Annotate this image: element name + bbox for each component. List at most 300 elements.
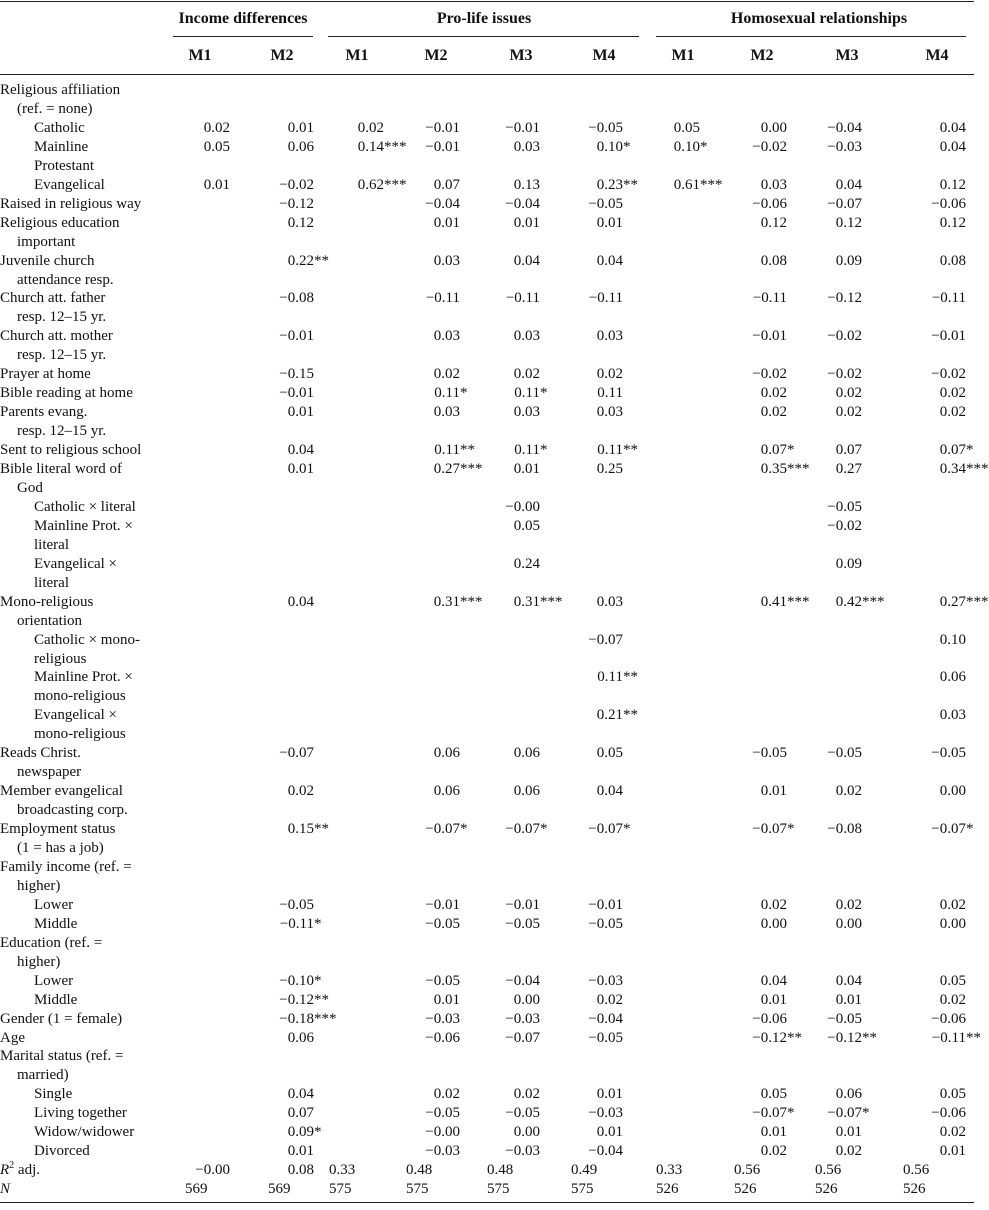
table-cell: 0.12 <box>287 214 314 231</box>
row-label: Bible reading at home <box>0 385 133 402</box>
row-label: married) <box>17 1067 69 1084</box>
table-cell: 0.08 <box>939 252 966 269</box>
r2-superscript: 2 <box>9 1160 15 1172</box>
row-label: Catholic × mono- <box>34 631 140 648</box>
table-cell: −0.01 <box>425 138 460 155</box>
table-cell: −0.02 <box>752 366 787 383</box>
row-label: Church att. father <box>0 290 106 307</box>
model-header: M4 <box>925 47 949 64</box>
table-cell: −0.05 <box>588 195 623 212</box>
table-cell: −0.07 <box>827 195 862 212</box>
table-cell: 0.03 <box>433 404 460 421</box>
table-cell: 0.13 <box>513 176 540 193</box>
row-label: resp. 12–15 yr. <box>17 347 107 364</box>
table-cell: −0.04 <box>827 119 862 136</box>
table-cell: 0.02 <box>835 896 862 913</box>
n-value: 575 <box>329 1181 352 1198</box>
table-cell: 0.02 <box>835 404 862 421</box>
table-cell: 0.01 <box>596 1124 623 1141</box>
table-cell: 0.61*** <box>673 176 723 193</box>
table-cell: 0.02 <box>513 366 540 383</box>
row-label: Prayer at home <box>0 366 91 383</box>
table-cell: −0.02 <box>827 517 862 534</box>
r2-suffix: adj. <box>14 1162 40 1179</box>
table-cell: −0.01 <box>279 328 314 345</box>
table-cell: 0.06 <box>433 745 460 762</box>
table-cell: 0.02 <box>287 783 314 800</box>
table-cell: 0.03 <box>513 328 540 345</box>
model-header: M4 <box>592 47 616 64</box>
row-label: Evangelical × <box>34 555 118 572</box>
table-cell: 0.12 <box>760 214 787 231</box>
table-cell: −0.02 <box>752 138 787 155</box>
n-value: 526 <box>815 1181 838 1198</box>
table-cell: −0.05 <box>505 915 540 932</box>
table-cell: 0.41*** <box>760 593 810 610</box>
table-cell: −0.01 <box>505 896 540 913</box>
row-label: Widow/widower <box>34 1124 135 1141</box>
row-label: (1 = has a job) <box>17 840 104 856</box>
table-cell: 0.02 <box>596 991 623 1008</box>
row-label: Catholic × literal <box>34 498 136 515</box>
table-cell: 0.27*** <box>939 593 989 610</box>
r2-value: 0.48 <box>487 1162 514 1179</box>
table-cell: 0.00 <box>835 915 862 932</box>
table-cell: 0.01 <box>287 404 314 421</box>
table-cell: 0.01 <box>433 214 460 231</box>
row-label: Family income (ref. = <box>0 858 132 875</box>
table-cell: 0.14*** <box>357 138 407 155</box>
table-cell: 0.12 <box>939 176 966 193</box>
table-cell: 0.05 <box>939 1086 966 1103</box>
r2-value: 0.48 <box>406 1162 433 1179</box>
table-cell: −0.01 <box>505 119 540 136</box>
top-rule <box>0 1 974 2</box>
table-cell: 0.24 <box>513 555 540 572</box>
table-cell: 0.34*** <box>939 461 989 477</box>
row-label: Employment status <box>0 821 116 838</box>
row-label: broadcasting corp. <box>17 802 128 819</box>
row-label: Mainline Prot. × <box>34 669 133 686</box>
model-header: M1 <box>188 47 212 64</box>
table-cell: −0.11 <box>752 290 787 307</box>
table-cell: 0.04 <box>760 972 787 989</box>
table-cell: −0.07* <box>505 821 548 838</box>
row-label: religious <box>34 650 87 667</box>
table-cell: −0.07 <box>279 745 314 762</box>
row-label: Mainline Prot. × <box>34 517 133 534</box>
row-label: Religious affiliation <box>0 82 121 98</box>
model-header: M1 <box>345 47 369 64</box>
table-cell: 0.07 <box>287 1105 314 1122</box>
row-label: Protestant <box>34 157 94 174</box>
table-cell: −0.03 <box>588 1105 623 1122</box>
n-value: 526 <box>903 1181 926 1198</box>
table-cell: 0.03 <box>596 328 623 345</box>
table-cell: 0.04 <box>287 442 314 459</box>
table-cell: 0.42*** <box>835 593 885 610</box>
table-cell: 0.06 <box>287 1029 314 1046</box>
table-cell: 0.01 <box>203 176 230 193</box>
header-rule <box>0 74 974 75</box>
table-cell: −0.04 <box>425 195 460 212</box>
table-cell: 0.00 <box>760 119 787 136</box>
table-cell: 0.07* <box>939 442 974 459</box>
table-cell: −0.05 <box>931 745 966 762</box>
table-cell: 0.02 <box>433 1086 460 1103</box>
table-cell: 0.27*** <box>433 461 483 477</box>
row-label: Living together <box>34 1105 127 1122</box>
table-cell: 0.01 <box>513 214 540 231</box>
table-cell: −0.01 <box>752 328 787 345</box>
row-label: Middle <box>34 915 78 932</box>
row-label: mono-religious <box>34 726 126 743</box>
table-cell: 0.01 <box>596 1086 623 1103</box>
table-cell: 0.06 <box>835 1086 862 1103</box>
row-label: resp. 12–15 yr. <box>17 423 107 440</box>
row-label: resp. 12–15 yr. <box>17 309 107 326</box>
table-cell: −0.07* <box>752 821 795 838</box>
table-cell: −0.02 <box>931 366 966 383</box>
table-cell: −0.02 <box>279 176 314 193</box>
row-label: Evangelical × <box>34 707 118 724</box>
table-cell: 0.04 <box>513 252 540 269</box>
table-cell: −0.11 <box>425 290 460 307</box>
r2-value: 0.56 <box>815 1162 842 1179</box>
n-value: 526 <box>734 1181 757 1198</box>
row-label: Mono-religious <box>0 593 94 610</box>
table-cell: −0.05 <box>505 1105 540 1122</box>
row-label: Marital status (ref. = <box>0 1048 124 1065</box>
table-cell: −0.12** <box>752 1029 802 1046</box>
table-cell: 0.03 <box>433 252 460 269</box>
table-cell: 0.01 <box>835 1124 862 1141</box>
table-cell: −0.18*** <box>279 1010 337 1027</box>
table-cell: 0.10* <box>596 138 631 155</box>
table-cell: −0.01 <box>425 119 460 136</box>
table-cell: −0.07 <box>505 1029 540 1046</box>
table-cell: 0.08 <box>760 252 787 269</box>
table-cell: 0.02 <box>760 404 787 421</box>
row-label: Lower <box>34 972 74 989</box>
row-label: higher) <box>17 953 61 970</box>
table-cell: −0.12 <box>827 290 862 307</box>
table-cell: 0.12 <box>835 214 862 231</box>
r2-symbol: R <box>0 1162 10 1179</box>
bottom-rule <box>0 1202 974 1203</box>
table-cell: −0.04 <box>505 972 540 989</box>
table-cell: −0.06 <box>931 195 966 212</box>
table-cell: −0.05 <box>827 1010 862 1027</box>
table-cell: 0.06 <box>939 669 966 686</box>
table-cell: −0.00 <box>505 498 540 515</box>
model-header: M3 <box>509 47 533 64</box>
table-cell: −0.05 <box>827 498 862 515</box>
table-cell: 0.00 <box>939 783 966 800</box>
r2-value: 0.08 <box>287 1162 314 1179</box>
table-cell: 0.02 <box>835 385 862 402</box>
table-cell: 0.02 <box>357 119 384 136</box>
row-label: higher) <box>17 877 61 894</box>
table-cell: 0.11* <box>434 385 468 402</box>
row-label: Sent to religious school <box>0 442 142 459</box>
n-value: 575 <box>487 1181 510 1198</box>
table-cell: 0.00 <box>760 915 787 932</box>
table-cell: −0.11 <box>505 290 540 307</box>
table-cell: 0.07 <box>835 442 862 459</box>
table-cell: −0.02 <box>827 328 862 345</box>
n-value: 569 <box>268 1181 291 1198</box>
row-label: Middle <box>34 991 78 1008</box>
table-cell: −0.06 <box>425 1029 460 1046</box>
table-cell: 0.04 <box>596 252 623 269</box>
table-cell: −0.03 <box>827 138 862 155</box>
row-label: Age <box>0 1029 25 1046</box>
table-cell: 0.05 <box>760 1086 787 1103</box>
table-cell: −0.10* <box>279 972 322 989</box>
table-cell: 0.11** <box>597 669 638 686</box>
table-cell: −0.15 <box>279 366 314 383</box>
row-label: newspaper <box>17 764 82 781</box>
table-cell: 0.07* <box>760 442 795 459</box>
table-cell: 0.06 <box>513 745 540 762</box>
table-cell: 0.01 <box>596 214 623 231</box>
row-label: Parents evang. <box>0 404 88 421</box>
table-cell: 0.04 <box>287 1086 314 1103</box>
table-cell: 0.11* <box>514 442 548 459</box>
row-label: Member evangelical <box>0 783 123 800</box>
table-cell: −0.07* <box>588 821 631 838</box>
table-cell: −0.05 <box>279 896 314 913</box>
table-cell: 0.03 <box>596 593 623 610</box>
r2-value: 0.33 <box>656 1162 683 1179</box>
row-label: Reads Christ. <box>0 745 81 762</box>
table-cell: 0.10* <box>673 138 708 155</box>
table-cell: 0.05 <box>673 119 700 136</box>
table-cell: 0.03 <box>513 404 540 421</box>
table-cell: 0.01 <box>760 991 787 1008</box>
table-cell: 0.02 <box>939 1124 966 1141</box>
table-cell: 0.02 <box>433 366 460 383</box>
n-value: 569 <box>185 1181 208 1198</box>
table-cell: 0.04 <box>596 783 623 800</box>
table-cell: −0.11 <box>588 290 623 307</box>
table-cell: −0.12** <box>827 1029 877 1046</box>
table-cell: 0.01 <box>287 461 314 477</box>
table-cell: 0.04 <box>939 138 966 155</box>
table-cell: 0.06 <box>433 783 460 800</box>
table-cell: −0.12** <box>279 991 329 1008</box>
group-rule <box>173 36 313 37</box>
table-cell: 0.11* <box>514 385 548 402</box>
table-cell: 0.11 <box>597 385 623 402</box>
table-cell: −0.06 <box>752 1010 787 1027</box>
table-cell: 0.05 <box>203 138 230 155</box>
table-cell: −0.02 <box>827 366 862 383</box>
table-cell: 0.35*** <box>760 461 810 477</box>
n-value: 526 <box>656 1181 679 1198</box>
row-label: Raised in religious way <box>0 195 142 212</box>
n-symbol: N <box>0 1181 11 1198</box>
row-label: Church att. mother <box>0 328 113 345</box>
table-cell: −0.06 <box>752 195 787 212</box>
row-label: God <box>17 479 43 496</box>
table-cell: 0.31*** <box>513 593 563 610</box>
table-cell: 0.02 <box>939 991 966 1008</box>
table-cell: 0.04 <box>835 972 862 989</box>
r2-value: 0.49 <box>571 1162 598 1179</box>
table-cell: 0.05 <box>513 517 540 534</box>
row-label: Bible literal word of <box>0 461 123 477</box>
table-cell: 0.22** <box>287 252 329 269</box>
table-cell: −0.05 <box>588 1029 623 1046</box>
table-cell: 0.05 <box>596 745 623 762</box>
row-label: Catholic <box>34 119 85 136</box>
row-label: Juvenile church <box>0 252 95 269</box>
table-cell: 0.11** <box>597 442 638 459</box>
table-cell: −0.06 <box>931 1010 966 1027</box>
table-cell: −0.04 <box>588 1010 623 1027</box>
table-cell: −0.01 <box>931 328 966 345</box>
row-label: Gender (1 = female) <box>0 1010 123 1027</box>
table-cell: −0.05 <box>425 1105 460 1122</box>
group-header: Pro-life issues <box>436 10 532 27</box>
table-cell: 0.02 <box>835 783 862 800</box>
table-cell: 0.01 <box>939 1143 966 1160</box>
row-label: literal <box>34 574 69 591</box>
table-cell: −0.01 <box>588 896 623 913</box>
table-cell: 0.03 <box>939 707 966 724</box>
table-cell: 0.02 <box>939 404 966 421</box>
model-header: M2 <box>270 47 294 64</box>
row-label: Religious education <box>0 214 120 231</box>
table-cell: 0.05 <box>939 972 966 989</box>
table-cell: −0.11 <box>931 290 966 307</box>
model-header: M2 <box>750 47 774 64</box>
table-cell: 0.02 <box>939 385 966 402</box>
table-cell: 0.15** <box>287 821 329 838</box>
table-cell: 0.06 <box>513 783 540 800</box>
r2-value: 0.56 <box>734 1162 761 1179</box>
table-cell: −0.03 <box>425 1010 460 1027</box>
group-header: Income differences <box>178 10 308 27</box>
table-cell: −0.05 <box>827 745 862 762</box>
table-cell: 0.01 <box>287 1143 314 1160</box>
table-cell: −0.12 <box>279 195 314 212</box>
row-label: Evangelical <box>34 176 105 193</box>
table-cell: 0.04 <box>835 176 862 193</box>
table-cell: 0.02 <box>939 896 966 913</box>
table-cell: 0.00 <box>513 991 540 1008</box>
r2-value: 0.33 <box>329 1162 356 1179</box>
table-cell: 0.02 <box>835 1143 862 1160</box>
table-cell: 0.03 <box>433 328 460 345</box>
table-cell: 0.01 <box>433 991 460 1008</box>
table-cell: −0.05 <box>588 915 623 932</box>
table-cell: 0.02 <box>513 1086 540 1103</box>
table-cell: −0.07* <box>931 821 974 838</box>
table-cell: −0.05 <box>588 119 623 136</box>
table-cell: 0.23** <box>596 176 638 193</box>
n-value: 575 <box>406 1181 429 1198</box>
table-cell: 0.02 <box>760 1143 787 1160</box>
row-label: literal <box>34 536 69 553</box>
n-label <box>0 1180 10 1199</box>
table-cell: 0.04 <box>939 119 966 136</box>
group-header: Homosexual relationships <box>730 10 908 27</box>
table-cell: −0.05 <box>425 972 460 989</box>
table-cell: 0.21** <box>596 707 638 724</box>
table-cell: −0.07* <box>827 1105 870 1122</box>
table-cell: −0.03 <box>505 1010 540 1027</box>
table-cell: −0.03 <box>588 972 623 989</box>
group-rule <box>328 36 639 37</box>
table-cell: 0.03 <box>513 138 540 155</box>
table-cell: −0.05 <box>752 745 787 762</box>
table-cell: −0.03 <box>505 1143 540 1160</box>
table-cell: 0.31*** <box>433 593 483 610</box>
table-cell: −0.01 <box>425 896 460 913</box>
table-cell: 0.01 <box>513 461 540 477</box>
n-value: 575 <box>571 1181 594 1198</box>
table-cell: −0.11** <box>931 1029 981 1046</box>
model-header: M1 <box>671 47 695 64</box>
table-cell: 0.11** <box>434 442 475 459</box>
table-cell: −0.04 <box>505 195 540 212</box>
table-cell: −0.00 <box>425 1124 460 1141</box>
table-cell: 0.03 <box>760 176 787 193</box>
table-cell: −0.06 <box>931 1105 966 1122</box>
table-cell: −0.04 <box>588 1143 623 1160</box>
table-cell: 0.09 <box>835 555 862 572</box>
table-cell: 0.10 <box>939 631 966 648</box>
row-label: Lower <box>34 896 74 913</box>
r2-label <box>0 1161 40 1180</box>
table-cell: −0.07* <box>752 1105 795 1122</box>
row-label: Education (ref. = <box>0 934 103 951</box>
table-cell: 0.03 <box>596 404 623 421</box>
row-label: Single <box>34 1086 73 1103</box>
table-cell: 0.06 <box>287 138 314 155</box>
group-rule <box>656 36 966 37</box>
table-cell: 0.27 <box>835 461 862 477</box>
row-label: important <box>17 233 76 250</box>
table-cell: 0.09* <box>287 1124 322 1141</box>
model-header: M2 <box>424 47 448 64</box>
table-cell: 0.12 <box>939 214 966 231</box>
table-cell: 0.00 <box>939 915 966 932</box>
table-cell: −0.08 <box>827 821 862 838</box>
table-cell: 0.00 <box>513 1124 540 1141</box>
table-cell: 0.07 <box>433 176 460 193</box>
row-label: Mainline <box>34 138 89 155</box>
table-cell: 0.01 <box>835 991 862 1008</box>
row-label: mono-religious <box>34 688 126 705</box>
table-cell: 0.09 <box>835 252 862 269</box>
row-label: (ref. = none) <box>17 100 93 117</box>
table-cell: −0.07 <box>588 631 623 648</box>
row-label: attendance resp. <box>17 271 114 288</box>
table-cell: 0.04 <box>287 593 314 610</box>
r2-value: 0.56 <box>903 1162 930 1179</box>
table-cell: 0.02 <box>596 366 623 383</box>
table-cell: 0.02 <box>203 119 230 136</box>
table-cell: 0.25 <box>596 461 623 477</box>
table-cell: 0.62*** <box>357 176 407 193</box>
table-cell: 0.02 <box>760 896 787 913</box>
row-label: Divorced <box>34 1143 90 1160</box>
table-cell: −0.07* <box>425 821 468 838</box>
